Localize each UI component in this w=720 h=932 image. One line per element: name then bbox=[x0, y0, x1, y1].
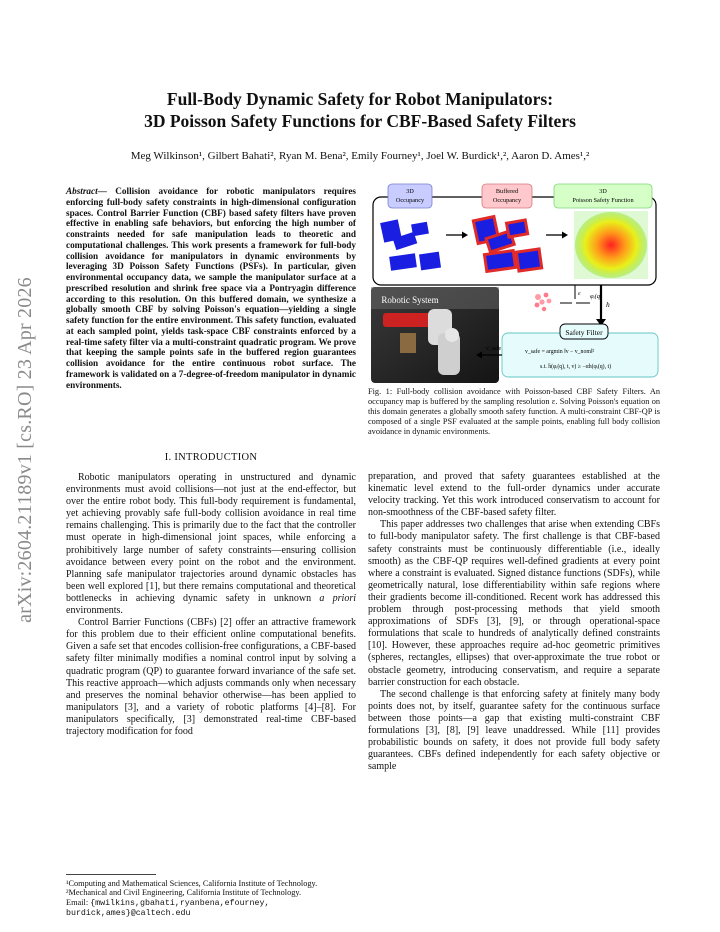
right-paragraph-3: The second challenge is that enforcing safety at finitely many body points does not, by itself, guarantee safety for the continuous surface between those points—a gap that existing multi-constraint CBF formulations [3], [8], [9] leave unaddressed. While [11] provides probabilistic bounds on safety, it does not provide full body safety guarantees. CBFs defined independently for each safety objective or sample bbox=[368, 688, 660, 773]
footnote-email: {mwilkins,gbahati,ryanbena,efourney, burdick,ames}@caltech.edu bbox=[66, 898, 270, 918]
occupancy-label-1: 3D bbox=[406, 188, 414, 195]
abstract-text: — Collision avoidance for robotic manipulators requires enforcing full-body safety constraints in high-dimensional configuration spaces. Control Barrier Function (CBF) based safety filters have proven effective in enabling safe behaviors, but enforcing the high number of constraints needed for safe manipulation leads to theoretic and computational challenges. This work presents a framework for full-body collision avoidance for manipulators in dynamic environments by leveraging 3D Poisson Safety Functions (PSFs). In particular, given environmental occupancy data, we sample the manipulator surface at a prescribed resolution and shrink free space via a Pontryagin difference according to this resolution. On this buffered domain, we synthesize a globally smooth CBF by solving Poisson's equation—yielding a single safety function for the entire environment. This safety function, evaluated at each sampled point, yields task-space CBF constraints enforced by a real-time safety filter via a multi-constraint quadratic program. We prove that keeping the sample points safe in the buffered region guarantees collision avoidance for the entire continuous robot surface. The framework is validated on a 7-degree-of-freedom manipulator in dynamic environments. bbox=[66, 186, 356, 390]
poisson-safety-function-volume bbox=[574, 211, 648, 279]
arxiv-identifier: arXiv:2604.21189v1 [cs.RO] 23 Apr 2026 bbox=[14, 277, 36, 623]
footnote-rule bbox=[66, 874, 156, 875]
intro-p1-text: Robotic manipulators operating in unstructured and dynamic environments must avoid collisions—not just at the end-effector, but over the entire robot body. This full-body requirement is fundamental, yet achieving provably safe full-body collision avoidance in real time remains challenging. This is primarily due to the fact that the controller must operate in high-dimensional joint spaces, while enforcing a prohibitively large number of safety constraints—ensuring collision avoidance between every point on the robot and the environment. Planning safe manipulator trajectories around dynamic obstacles has been well explored [1], but there remains computational and theoretical bottlenecks in achieving dynamic safety in unknown bbox=[66, 472, 356, 604]
section-heading: I. INTRODUCTION bbox=[164, 452, 258, 463]
psf-label-2: Poisson Safety Function bbox=[572, 197, 634, 204]
safety-filter-box bbox=[502, 333, 658, 377]
vsafe-label: v_safe bbox=[486, 346, 502, 352]
author-list: Meg Wilkinson¹, Gilbert Bahati², Ryan M. Bena², Emily Fourney¹, Joel W. Burdick¹,², Aaron D. Ames¹,² bbox=[130, 150, 590, 162]
right-column-body bbox=[368, 471, 660, 773]
figure-1 bbox=[368, 183, 660, 383]
figure-1-diagram bbox=[368, 183, 660, 383]
sample-points-arm bbox=[535, 293, 552, 312]
right-paragraph-1: preparation, and proved that safety guarantees established at the kinematic level extend to the full-order dynamics under accurate velocity tracking. Yet this work introduced conservatism to account for non-smoothness of the CBF-based safety filter. bbox=[368, 471, 660, 519]
footnote-affiliations: ¹Computing and Mathematical Sciences, California Institute of Technology. ²Mechanical and Civil Engineering, California Institute of Technology. bbox=[66, 879, 318, 898]
footnote-email-line bbox=[66, 898, 356, 919]
epsilon-label: ε bbox=[578, 290, 581, 297]
buffered-label-1: Buffered bbox=[495, 188, 519, 195]
h-label: h bbox=[606, 300, 610, 309]
abstract bbox=[66, 186, 356, 390]
arxiv-sidebar bbox=[14, 0, 54, 932]
intro-p1-end: environments. bbox=[66, 605, 123, 617]
figure-1-caption: Fig. 1: Full-body collision avoidance with Poisson-based CBF Safety Filters. An occupancy map is buffered by the sampling resolution ε. Solving Poisson's equation on this domain generates a globally smooth safety function. A multi-constraint CBF-QP is composed of a single PSF evaluated at the sample points, enabling full body collision avoidance in dynamic environments. bbox=[368, 387, 660, 436]
buffered-label-2: Occupancy bbox=[492, 197, 522, 204]
psf-label-1: 3D bbox=[599, 188, 607, 195]
abstract-label: Abstract bbox=[66, 186, 98, 196]
intro-paragraph-2: Control Barrier Functions (CBFs) [2] offer an attractive framework for this problem due to their efficient online computational benefits. Given a safe set that encodes collision-free configurations, a CBF-based safety filter minimally modifies a nominal control input by solving a quadratic program (QP) to guarantee forward invariance of the safe set. This reactive approach—which adjusts commands only when necessary and preserves the nominal behavior otherwise—has been applied to manipulators [3], and a variety of robotic platforms [4]–[8]. For manipulators specifically, [3] demonstrated real-time CBF-based trajectory modification for food bbox=[66, 617, 356, 737]
footnote-email-label: Email: bbox=[66, 897, 91, 907]
phi-label: φᵢ(q) bbox=[590, 293, 603, 300]
left-column-body bbox=[66, 472, 356, 738]
paper-title-line-2: 3D Poisson Safety Functions for CBF-Based Safety Filters bbox=[144, 111, 576, 131]
intro-paragraph-1 bbox=[66, 472, 356, 617]
qp-constraint: s.t. ḣ(φᵢ(q), t, v) ≥ −αh(φᵢ(q), t) bbox=[540, 364, 612, 370]
right-paragraph-2: This paper addresses two challenges that arise when extending CBFs to full-body manipulator safety. The first challenge is that CBF-based safety constraints must be continuously differentiable (i.e., ideally smooth) as the CBF-QP requires well-defined gradients at every point where a constraint is evaluated. Signed distance functions (SDFs), while geometrically natural, lose differentiability within safe regions where their gradients become ill-conditioned. Recent work has addressed this problem through post-processing methods that yield smooth approximations of SDFs [3], [9], or through operational-space formulations that scale to hundreds of analytically defined constraints [10]. However, these approaches require ad-hoc geometric primitives (spheres, rectangles, ellipses) that over-approximate the true robot or obstacle geometry, introducing conservatism, and require a separate barrier construction for each obstacle. bbox=[368, 519, 660, 688]
qp-objective: v_safe = argmin ‖v − v_nom‖² bbox=[525, 349, 595, 355]
paper-title-line-1: Full-Body Dynamic Safety for Robot Manipulators: bbox=[166, 89, 554, 109]
safety-filter-label: Safety Filter bbox=[565, 328, 603, 337]
intro-p1-italic: a priori bbox=[319, 592, 356, 604]
occupancy-label-2: Occupancy bbox=[395, 197, 425, 204]
robotic-system-label: Robotic System bbox=[381, 295, 439, 305]
footnote bbox=[66, 879, 356, 918]
